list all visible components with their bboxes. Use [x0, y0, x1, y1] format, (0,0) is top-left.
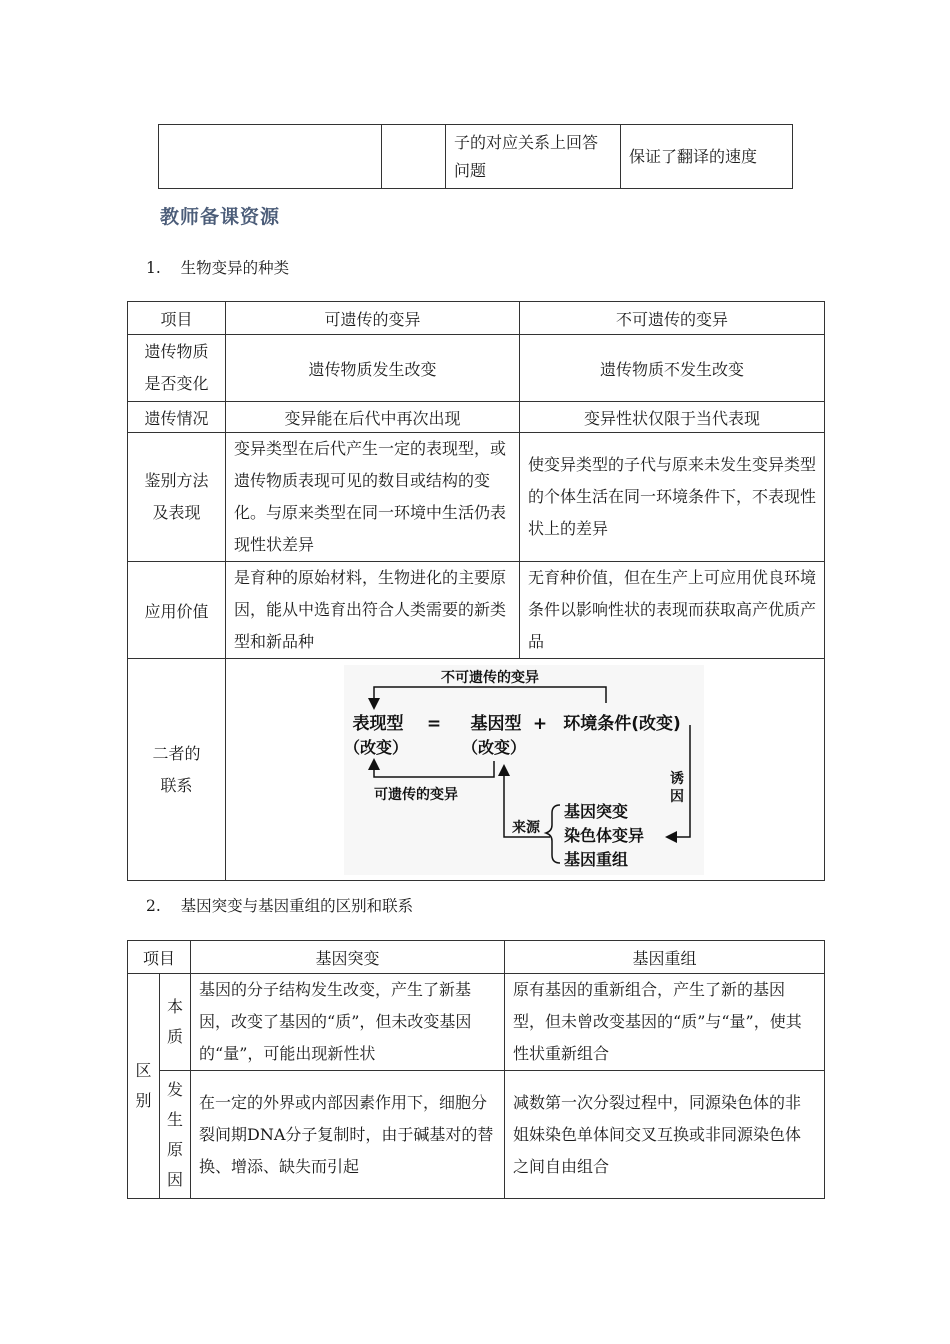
table1-cell: 遗传物质不发生改变 [520, 335, 825, 402]
section1-title [146, 256, 289, 278]
mutation-recombination-table [127, 940, 825, 1199]
table1-cell: 是育种的原始材料，生物进化的主要原因，能从中选育出符合人类需要的新类型和新品种 [226, 562, 520, 659]
table1-header-item: 项目 [128, 302, 226, 335]
table2-group-label: 区别 [128, 974, 160, 1199]
source-chromosome-variation: 染色体变异 [564, 826, 645, 845]
table1-row-label: 鉴别方法及表现 [128, 433, 226, 562]
bottom-arrow-label: 可遗传的变异 [374, 787, 458, 803]
section1-number: 1. [146, 259, 161, 277]
table2-header-recombination: 基因重组 [505, 941, 825, 974]
section2-number: 2. [146, 897, 161, 915]
variation-types-table [127, 301, 825, 881]
inducer-label-2: 因 [670, 789, 684, 805]
table2-row-label: 本质 [160, 974, 191, 1071]
table2-cell: 原有基因的重新组合，产生了新的基因型，但未曾改变基因的“质”与“量”，使其性状重新组合 [505, 974, 825, 1071]
genotype-label: 基因型 [470, 714, 522, 734]
section2-title-text: 基因突变与基因重组的区别和联系 [180, 897, 414, 915]
environment-label: 环境条件(改变) [563, 714, 681, 734]
relation-diagram-cell [226, 659, 825, 881]
table2-cell: 基因的分子结构发生改变，产生了新基因，改变了基因的“质”，但未改变基因的“量”，可能出现新性状 [191, 974, 505, 1071]
table2-row-label: 发生原因 [160, 1071, 191, 1199]
plus-sign: + [532, 714, 548, 734]
phenotype-label: 表现型 [352, 714, 404, 734]
table1-cell: 遗传物质发生改变 [226, 335, 520, 402]
inducer-label-1: 诱 [670, 771, 684, 787]
genotype-sub: （改变） [461, 738, 527, 757]
table1-header-nonheritable: 不可遗传的变异 [520, 302, 825, 335]
table1-row-label: 应用价值 [128, 562, 226, 659]
top-cell-empty-1 [159, 125, 382, 189]
table2-header-item: 项目 [128, 941, 191, 974]
section-heading: 教师备课资源 [160, 206, 281, 228]
table1-cell: 变异性状仅限于当代表现 [520, 402, 825, 433]
table2-cell: 减数第一次分裂过程中，同源染色体的非姐妹染色单体间交叉互换或非同源染色体之间自由组合 [505, 1071, 825, 1199]
table1-cell: 使变异类型的子代与原来未发生变异类型的个体生活在同一环境条件下，不表现性状上的差异 [520, 433, 825, 562]
table2-header-mutation: 基因突变 [191, 941, 505, 974]
phenotype-sub: （改变） [344, 738, 409, 757]
table1-row-label: 遗传情况 [128, 402, 226, 433]
source-label: 来源 [512, 820, 540, 836]
top-cell-empty-2 [382, 125, 446, 189]
table1-header-heritable: 可遗传的变异 [226, 302, 520, 335]
top-cell-3: 子的对应关系上回答问题 [446, 125, 621, 189]
section2-title [146, 894, 413, 916]
table1-cell: 变异类型在后代产生一定的表现型，或遗传物质表现可见的数目或结构的变化。与原来类型在同一环境中生活仍表现性状差异 [226, 433, 520, 562]
top-cell-4: 保证了翻译的速度 [621, 125, 793, 189]
equals-sign: = [426, 714, 442, 734]
source-gene-mutation: 基因突变 [564, 802, 629, 821]
top-arrow-label: 不可遗传的变异 [441, 670, 539, 686]
table2-cell: 在一定的外界或内部因素作用下，细胞分裂间期DNA分子复制时，由于碱基对的替换、增添、缺失而引起 [191, 1071, 505, 1199]
relation-diagram [344, 665, 704, 875]
table1-relation-label: 二者的联系 [128, 659, 226, 881]
top-partial-table [158, 124, 793, 189]
table1-cell: 无育种价值，但在生产上可应用优良环境条件以影响性状的表现而获取高产优质产品 [520, 562, 825, 659]
table1-row-label: 遗传物质是否变化 [128, 335, 226, 402]
diagram-background [344, 665, 704, 875]
table1-cell: 变异能在后代中再次出现 [226, 402, 520, 433]
section1-title-text: 生物变异的种类 [180, 259, 290, 277]
source-gene-recombination: 基因重组 [564, 850, 629, 869]
